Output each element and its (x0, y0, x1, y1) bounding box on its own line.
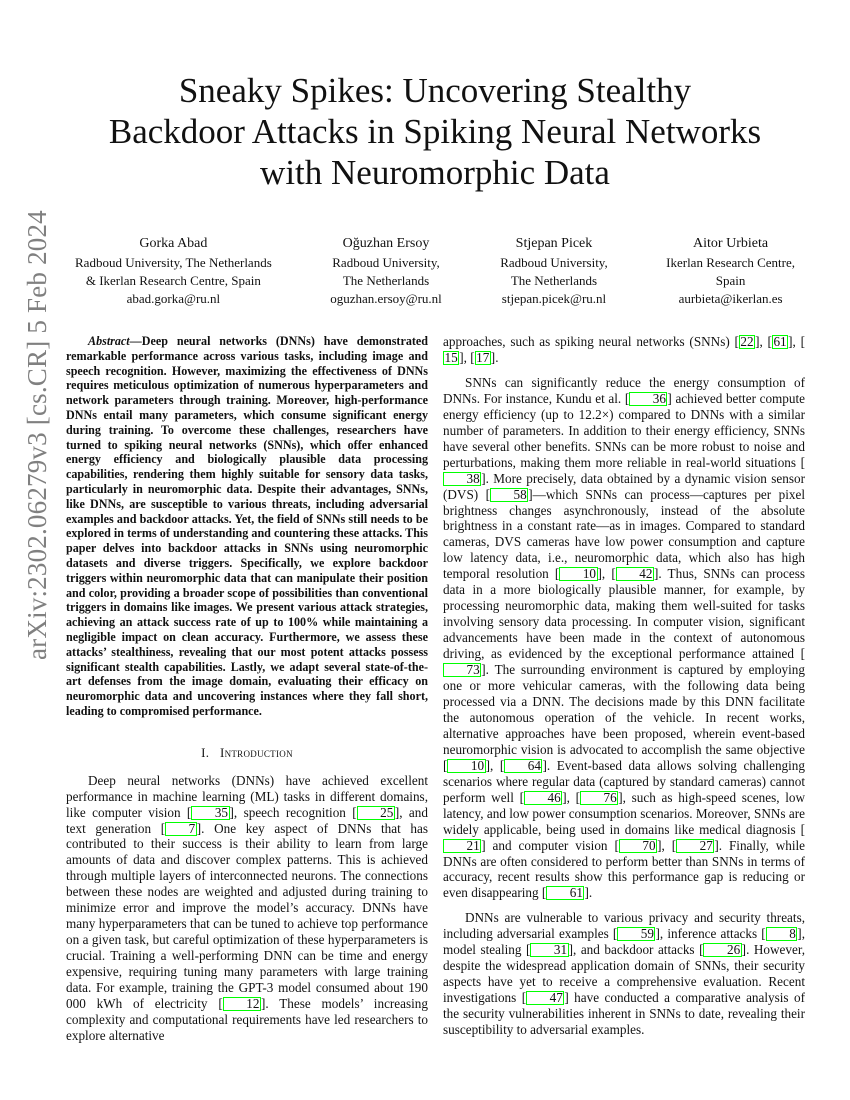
title-line-3: with Neuromorphic Data (260, 153, 610, 192)
author-email: oguzhan.ersoy@ru.nl (330, 291, 442, 306)
author-name: Oğuzhan Ersoy (342, 236, 430, 251)
citation-link[interactable]: 73 (443, 663, 481, 677)
citation-link[interactable]: 61 (773, 334, 787, 349)
author-name: Stjepan Picek (515, 236, 593, 251)
citation-link[interactable]: 70 (619, 839, 657, 853)
citation-link[interactable]: 47 (526, 991, 564, 1005)
citation-link[interactable]: 7 (165, 822, 197, 836)
citation-link[interactable]: 22 (740, 334, 754, 349)
abstract (66, 334, 428, 719)
citation-link[interactable]: 58 (490, 488, 528, 502)
title-line-1: Sneaky Spikes: Uncovering Stealthy (178, 71, 692, 110)
author-name: Aitor Urbieta (693, 236, 769, 251)
citation-link[interactable]: 64 (504, 759, 542, 773)
author-affiliation: The Netherlands (510, 273, 598, 288)
author-2 (330, 235, 442, 308)
author-1 (75, 235, 272, 308)
citation-link[interactable]: 35 (191, 806, 229, 820)
citation-link[interactable]: 46 (524, 791, 562, 805)
citation-link[interactable]: 42 (616, 567, 654, 581)
citation-link[interactable]: 25 (357, 806, 395, 820)
author-block (75, 235, 795, 308)
right-column (443, 334, 805, 1038)
author-affiliation: Radboud University, The Netherlands (75, 255, 272, 270)
citation-link[interactable]: 38 (443, 472, 481, 486)
author-affiliation: Radboud University, (500, 255, 608, 270)
citation-link[interactable]: 12 (223, 997, 261, 1011)
abstract-text: Deep neural networks (DNNs) have demonstrated remarkable performance across various tasks, including image and speech recognition. However, maximizing the effectiveness of DNNs requires meticulous optimization of numerous hyperparameters and network parameters through training. Moreover, high-performance DNNs entail many parameters, which consume significant energy during training. To overcome these challenges, researchers have turned to spiking neural networks (SNNs), which offer enhanced energy efficiency and biologically plausible data processing capabilities, rendering them highly suitable for sensory data tasks, particularly in neuromorphic data. Despite their advantages, SNNs, like DNNs, are susceptible to various threats, including adversarial examples and backdoor attacks. Yet, the field of SNNs still needs to be explored in terms of understanding and countering these attacks. This paper delves into backdoor attacks in SNNs using neuromorphic datasets and diverse triggers. Specifically, we explore backdoor triggers within neuromorphic data that can manipulate their position and color, providing a broader scope of possibilities than conventional triggers in domains like images. We present various attack strategies, achieving an attack success rate of up to 100% while maintaining a negligible impact on clean accuracy. Furthermore, we assess these attacks’ stealthiness, revealing that our most potent attacks possess significant stealth capabilities. Lastly, we adapt several state-of-the-art defenses from the image domain, evaluating their efficacy on neuromorphic data and uncovering instances where they fall short, leading to compromised performance. (66, 334, 428, 718)
author-3 (500, 235, 607, 308)
citation-link[interactable]: 17 (476, 349, 490, 365)
section-heading-introduction: I. Introduction (201, 744, 293, 760)
author-affiliation: Radboud University, (332, 255, 440, 270)
left-column (66, 334, 428, 1044)
citation-link[interactable]: 36 (629, 392, 667, 406)
author-name: Gorka Abad (139, 236, 208, 251)
author-4 (666, 235, 795, 308)
citation-link[interactable]: 31 (530, 943, 568, 957)
abstract-label: Abstract (88, 334, 130, 348)
abstract-dash: — (129, 334, 142, 348)
citation-link[interactable]: 59 (617, 927, 655, 941)
intro-paragraph-1: Deep neural networks (DNNs) have achieved excellent performance in machine learning (ML) tasks in different domains, like computer vision [ 35 ], speech recognition [ 25 ], and text generation [ 7 ]. One key aspect of DNNs that has contributed to their success is their ability to learn from large amounts of data and discover complex patterns. This is achieved through multiple layers of interconnected neurons. The connections between these nodes are weighted and adjusted during training to minimize error and improve the model’s accuracy. DNNs have many hyperparameters that can be tuned to achieve top performance on a given task, but careful optimization of these hyperparameters is crucial. Training a well-performing DNN can be time and energy expensive, requiring tuning many parameters with large training data. For example, training the GPT-3 model consumed about 190 000 kWh of electricity [ 12 ]. These models’ increasing complexity and computational requirements have led researchers to explore alternative (66, 772, 428, 1043)
intro-paragraph-continued: approaches, such as spiking neural networks (SNNs) [ 22 ], [ 61 ], [15 ], [ 17 ]. (443, 334, 806, 365)
author-affiliation: Ikerlan Research Centre, (666, 255, 795, 270)
citation-link[interactable]: 27 (676, 839, 714, 853)
citation-link[interactable]: 61 (546, 886, 584, 900)
author-affiliation: & Ikerlan Research Centre, Spain (85, 273, 261, 288)
citation-link[interactable]: 21 (443, 839, 481, 853)
author-affiliation: The Netherlands (342, 273, 430, 288)
citation-link[interactable]: 10 (447, 759, 485, 773)
intro-paragraph-2: SNNs can significantly reduce the energy consumption of DNNs. For instance, Kundu et al. [ 36 ] achieved better compute energy efficiency (up to 12.2×) compared to DNNs with a similar number of parameters. In addition to their energy efficiency, SNNs have several other benefits. SNNs can be more robust to noise and perturbations, making them more reliable in real-world situations [38 ]. More precisely, data obtained by a dynamic vision sensor (DVS) [ 58 ]—which SNNs can process—captures per pixel brightness changes asynchronously, instead of the absolute brightness in a constant rate—as in images. Compared to standard cameras, DVS cameras have low power consumption and capture low latency data, i.e., neuromorphic data, which also has high temporal resolution [ 10 ], [ 42 ]. Thus, SNNs can process data in a more biologically plausible manner, for example, by processing neuromorphic data, making them well-suited for tasks involving sensory data processing. In computer vision, significant advancements have been made in the context of autonomous driving, as evidenced by the exceptional performance attained [73 ]. The surrounding environment is captured by employing one or more vehicular cameras, with the following data being processed via a DNN. The decisions made by this DNN facilitate the autonomous operation of the vehicle. In recent works, alternative approaches have been proposed, wherein event-based neuromorphic vision is advocated to accomplish the same objective [ 10 ], [ 64 ]. Event-based data allows solving challenging scenarios where regular data (captured by standard cameras) cannot perform well [ 46 ], [ 76 ], such as high-speed scenes, low latency, and low power consumption scenarios. Moreover, SNNs are widely applicable, being used in domains like medical diagnosis [21 ] and computer vision [ 70 ], [ 27 ]. Finally, while DNNs are often considered to perform better than SNNs in terms of accuracy, recent results show this performance gap is reducing or even disappearing [ 61 ]. (443, 374, 806, 901)
citation-link[interactable]: 15 (444, 349, 458, 365)
citation-link[interactable]: 8 (766, 927, 798, 941)
author-email: stjepan.picek@ru.nl (501, 291, 607, 306)
citation-link[interactable]: 76 (580, 791, 618, 805)
title-line-2: Backdoor Attacks in Spiking Neural Networks (108, 112, 762, 151)
author-email: abad.gorka@ru.nl (126, 291, 221, 306)
intro-paragraph-3: DNNs are vulnerable to various privacy and security threats, including adversarial examples [ 59 ], inference attacks [ 8 ], model stealing [ 31 ], and backdoor attacks [ 26 ]. However, despite the widespread application domain of SNNs, their security aspects have yet to receive a comprehensive evaluation. Recent investigations [ 47 ] have conducted a comparative analysis of the security vulnerabilities inherent in SNNs to date, revealing their susceptibility to adversarial examples. (443, 910, 805, 1038)
arxiv-identifier-stamp: arXiv:2302.06279v3 [cs.CR] 5 Feb 2024 (22, 210, 52, 660)
citation-link[interactable]: 10 (559, 567, 597, 581)
author-affiliation: Spain (715, 273, 746, 288)
author-email: aurbieta@ikerlan.es (678, 291, 783, 306)
citation-link[interactable]: 26 (703, 943, 741, 957)
paper-title (60, 70, 810, 193)
